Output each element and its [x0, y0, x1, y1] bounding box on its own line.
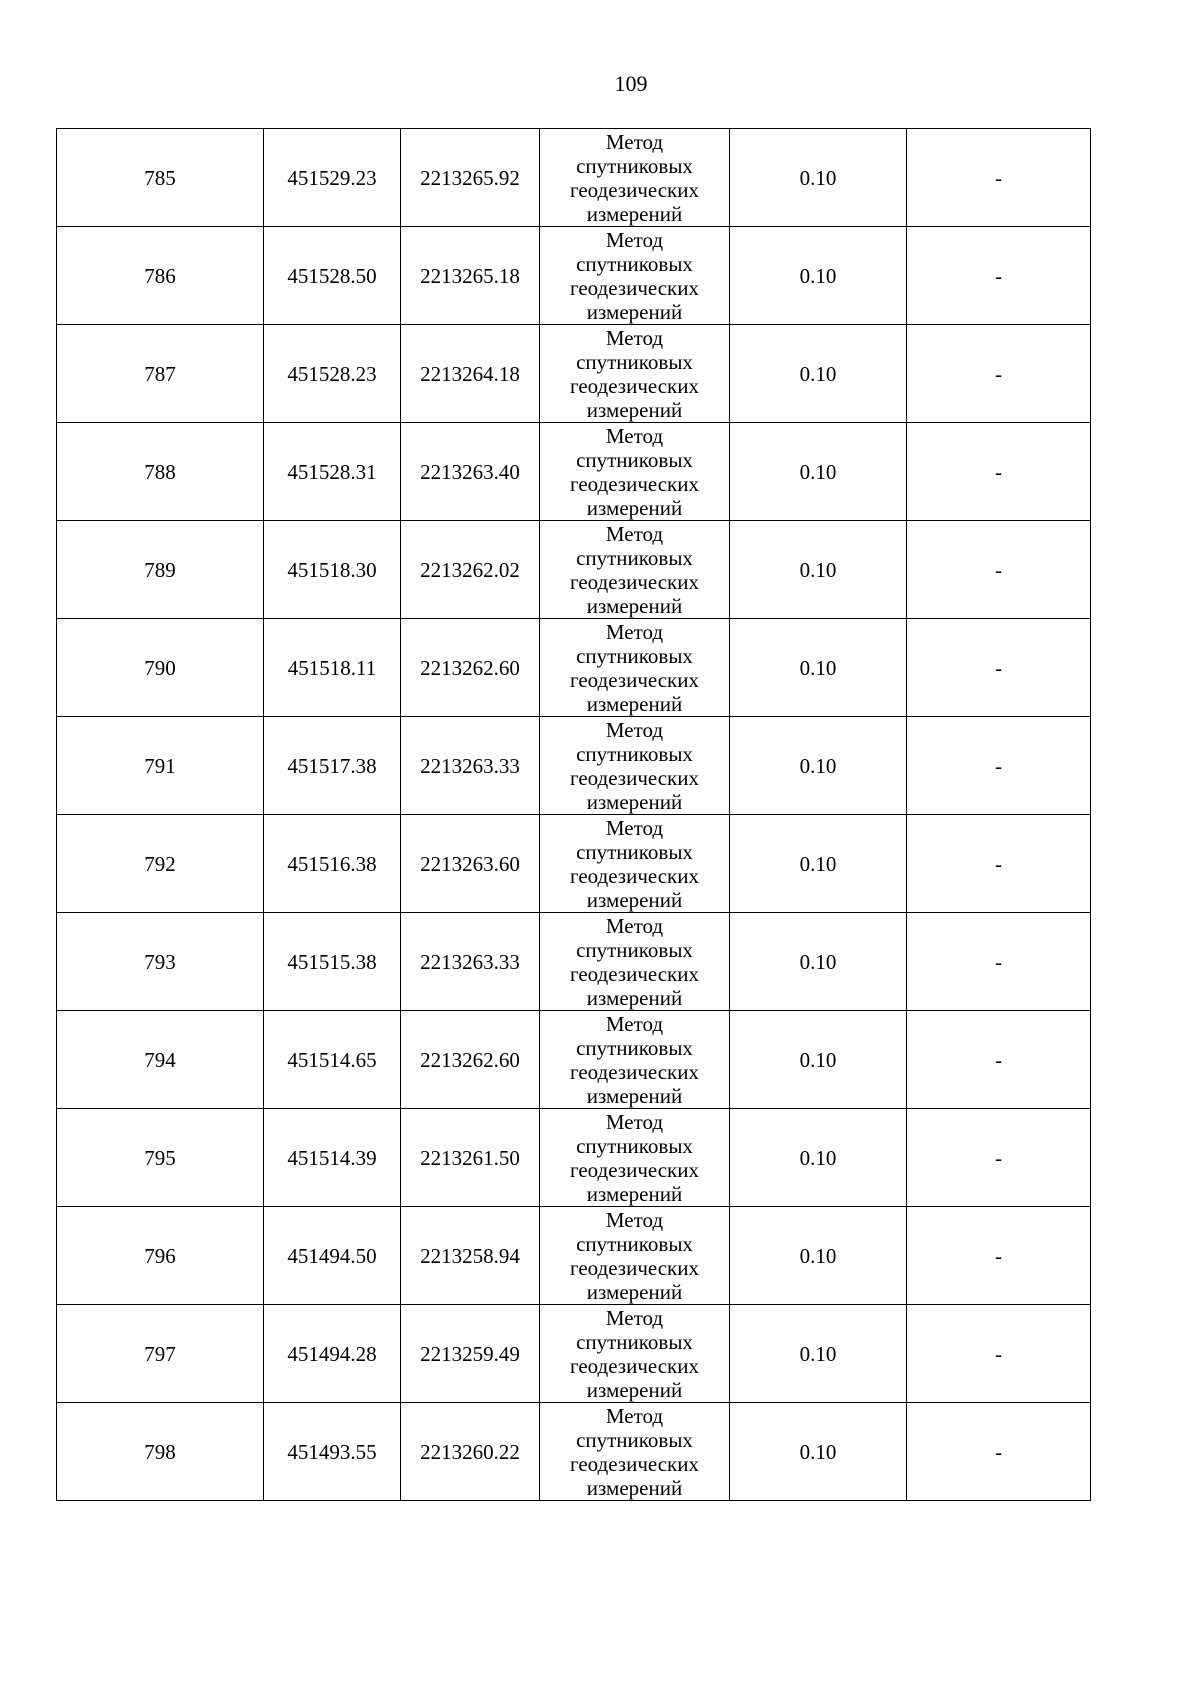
y-coordinate-cell: 2213263.33 [401, 717, 540, 815]
point-number-cell: 788 [57, 423, 264, 521]
x-coordinate-cell: 451518.11 [264, 619, 401, 717]
y-coordinate-cell: 2213263.33 [401, 913, 540, 1011]
table-row [57, 227, 1091, 325]
x-coordinate-cell: 451494.28 [264, 1305, 401, 1403]
x-coordinate-cell: 451494.50 [264, 1207, 401, 1305]
method-text: Метод спутниковых геодезических измерений [569, 227, 699, 324]
point-number-cell: 787 [57, 325, 264, 423]
x-coordinate-cell: 451516.38 [264, 815, 401, 913]
accuracy-cell: 0.10 [730, 619, 907, 717]
method-text: Метод спутниковых геодезических измерений [569, 619, 699, 716]
accuracy-cell: 0.10 [730, 1011, 907, 1109]
point-number-cell: 789 [57, 521, 264, 619]
method-cell [540, 423, 730, 521]
table-row [57, 1305, 1091, 1403]
y-coordinate-cell: 2213263.60 [401, 815, 540, 913]
method-text: Метод спутниковых геодезических измерений [569, 423, 699, 520]
table-row [57, 1011, 1091, 1109]
accuracy-cell: 0.10 [730, 1207, 907, 1305]
accuracy-cell: 0.10 [730, 1109, 907, 1207]
x-coordinate-cell: 451514.65 [264, 1011, 401, 1109]
coordinates-table-body [57, 129, 1091, 1501]
point-number-cell: 785 [57, 129, 264, 227]
x-coordinate-cell: 451517.38 [264, 717, 401, 815]
accuracy-cell: 0.10 [730, 815, 907, 913]
point-number-cell: 794 [57, 1011, 264, 1109]
method-cell [540, 1109, 730, 1207]
table-row [57, 423, 1091, 521]
method-cell [540, 815, 730, 913]
note-cell: - [907, 423, 1091, 521]
accuracy-cell: 0.10 [730, 1305, 907, 1403]
table-row [57, 815, 1091, 913]
y-coordinate-cell: 2213263.40 [401, 423, 540, 521]
accuracy-cell: 0.10 [730, 129, 907, 227]
method-text: Метод спутниковых геодезических измерений [569, 1207, 699, 1304]
method-cell [540, 717, 730, 815]
method-text: Метод спутниковых геодезических измерений [569, 815, 699, 912]
page-number: 109 [614, 71, 648, 96]
point-number-cell: 792 [57, 815, 264, 913]
accuracy-cell: 0.10 [730, 521, 907, 619]
x-coordinate-cell: 451518.30 [264, 521, 401, 619]
note-cell: - [907, 521, 1091, 619]
method-cell [540, 1207, 730, 1305]
point-number-cell: 796 [57, 1207, 264, 1305]
method-cell [540, 129, 730, 227]
method-text: Метод спутниковых геодезических измерений [569, 129, 699, 226]
x-coordinate-cell: 451529.23 [264, 129, 401, 227]
accuracy-cell: 0.10 [730, 423, 907, 521]
method-text: Метод спутниковых геодезических измерений [569, 521, 699, 618]
method-cell [540, 521, 730, 619]
accuracy-cell: 0.10 [730, 913, 907, 1011]
table-row [57, 1109, 1091, 1207]
table-row [57, 521, 1091, 619]
y-coordinate-cell: 2213262.60 [401, 1011, 540, 1109]
y-coordinate-cell: 2213265.92 [401, 129, 540, 227]
accuracy-cell: 0.10 [730, 717, 907, 815]
table-row [57, 913, 1091, 1011]
y-coordinate-cell: 2213262.02 [401, 521, 540, 619]
x-coordinate-cell: 451493.55 [264, 1403, 401, 1501]
y-coordinate-cell: 2213265.18 [401, 227, 540, 325]
method-text: Метод спутниковых геодезических измерений [569, 1403, 699, 1500]
note-cell: - [907, 1207, 1091, 1305]
method-cell [540, 1011, 730, 1109]
note-cell: - [907, 325, 1091, 423]
note-cell: - [907, 1011, 1091, 1109]
method-text: Метод спутниковых геодезических измерений [569, 1011, 699, 1108]
method-text: Метод спутниковых геодезических измерений [569, 913, 699, 1010]
y-coordinate-cell: 2213262.60 [401, 619, 540, 717]
note-cell: - [907, 1305, 1091, 1403]
table-row [57, 1207, 1091, 1305]
method-cell [540, 913, 730, 1011]
table-row [57, 1403, 1091, 1501]
accuracy-cell: 0.10 [730, 1403, 907, 1501]
method-cell [540, 227, 730, 325]
x-coordinate-cell: 451528.31 [264, 423, 401, 521]
note-cell: - [907, 815, 1091, 913]
note-cell: - [907, 717, 1091, 815]
x-coordinate-cell: 451514.39 [264, 1109, 401, 1207]
accuracy-cell: 0.10 [730, 227, 907, 325]
accuracy-cell: 0.10 [730, 325, 907, 423]
y-coordinate-cell: 2213264.18 [401, 325, 540, 423]
method-cell [540, 619, 730, 717]
y-coordinate-cell: 2213258.94 [401, 1207, 540, 1305]
point-number-cell: 797 [57, 1305, 264, 1403]
point-number-cell: 798 [57, 1403, 264, 1501]
method-text: Метод спутниковых геодезических измерений [569, 1109, 699, 1206]
y-coordinate-cell: 2213261.50 [401, 1109, 540, 1207]
note-cell: - [907, 1403, 1091, 1501]
table-row [57, 129, 1091, 227]
point-number-cell: 786 [57, 227, 264, 325]
note-cell: - [907, 129, 1091, 227]
point-number-cell: 790 [57, 619, 264, 717]
table-row [57, 717, 1091, 815]
method-cell [540, 325, 730, 423]
method-cell [540, 1305, 730, 1403]
point-number-cell: 791 [57, 717, 264, 815]
x-coordinate-cell: 451528.50 [264, 227, 401, 325]
method-cell [540, 1403, 730, 1501]
note-cell: - [907, 913, 1091, 1011]
x-coordinate-cell: 451528.23 [264, 325, 401, 423]
table-row [57, 325, 1091, 423]
note-cell: - [907, 619, 1091, 717]
coordinates-table [56, 128, 1091, 1501]
y-coordinate-cell: 2213259.49 [401, 1305, 540, 1403]
point-number-cell: 795 [57, 1109, 264, 1207]
y-coordinate-cell: 2213260.22 [401, 1403, 540, 1501]
note-cell: - [907, 227, 1091, 325]
method-text: Метод спутниковых геодезических измерений [569, 325, 699, 422]
x-coordinate-cell: 451515.38 [264, 913, 401, 1011]
table-row [57, 619, 1091, 717]
method-text: Метод спутниковых геодезических измерений [569, 1305, 699, 1402]
point-number-cell: 793 [57, 913, 264, 1011]
method-text: Метод спутниковых геодезических измерений [569, 717, 699, 814]
note-cell: - [907, 1109, 1091, 1207]
